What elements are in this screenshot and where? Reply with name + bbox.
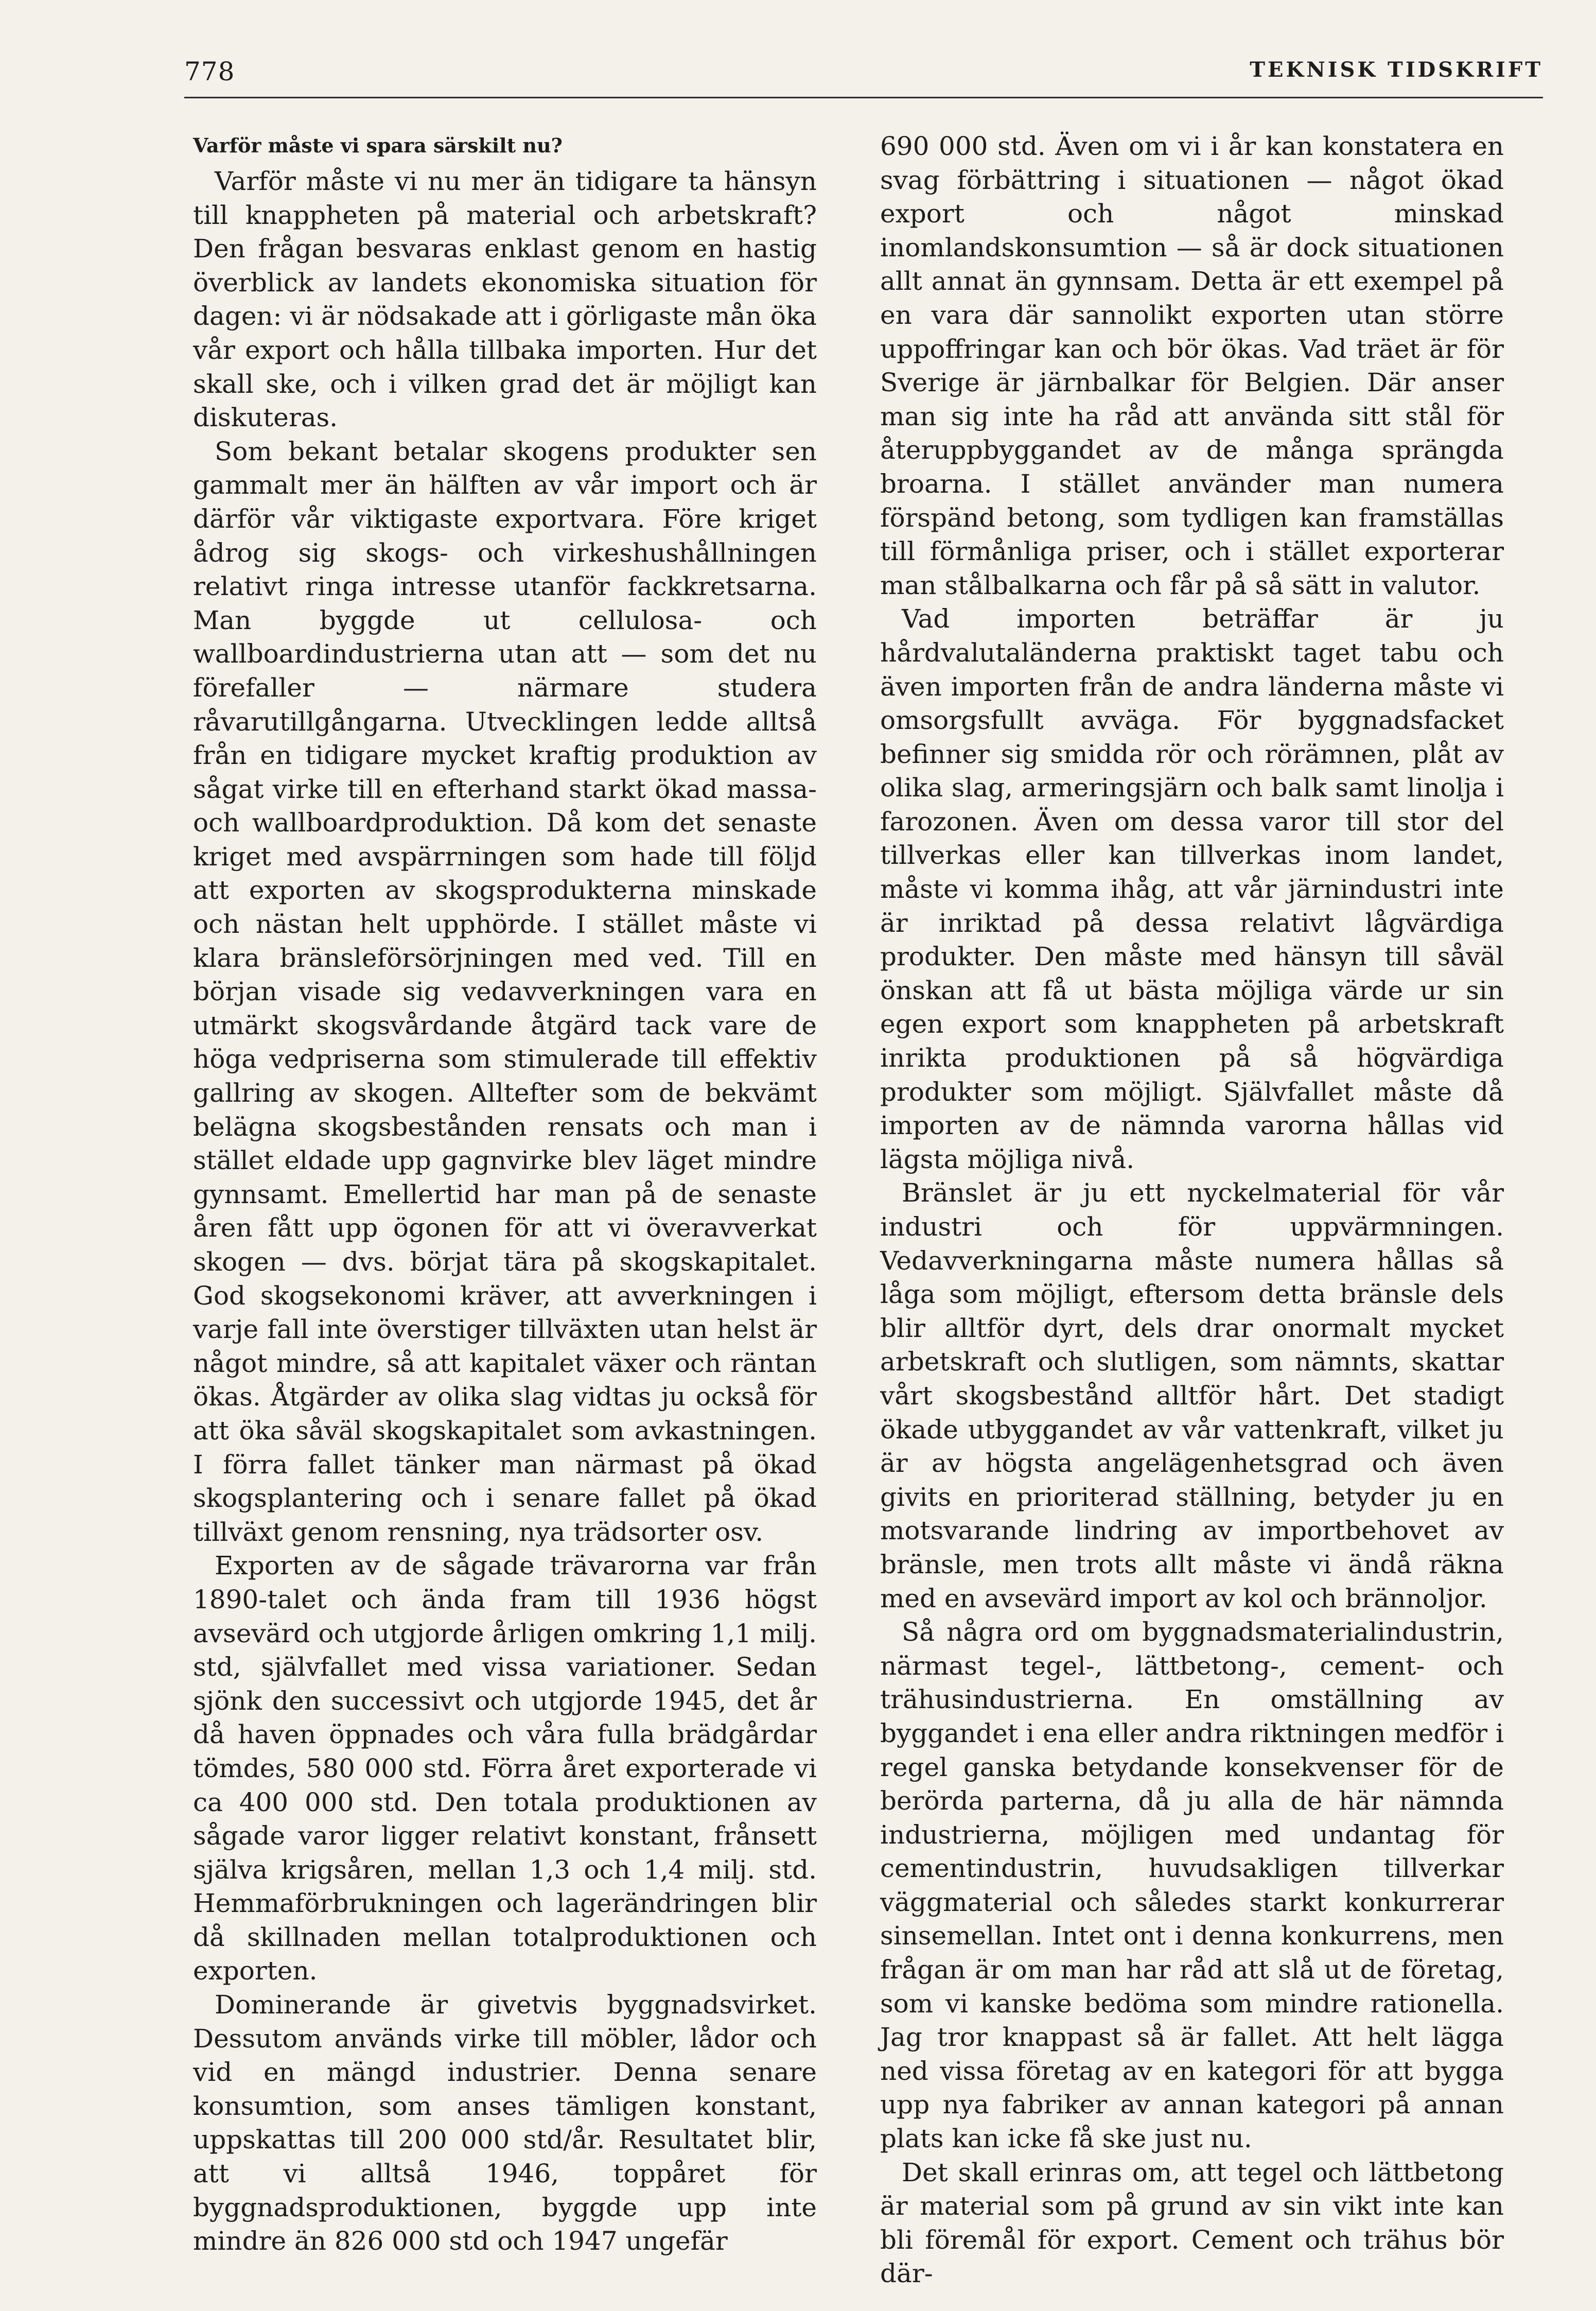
paragraph: Så några ord om byggnadsmaterialindustrin, närmast tegel-, lättbetong-, cement- och trähusindustrierna. En omställning av byggandet i ena eller andra riktningen medför i regel ganska betydande konsekvenser för de berörda parterna, då ju alla de här nämnda industrierna, möjligen med undantag för cementindustrin, huvudsakligen tillverkar väggmaterial och således starkt konkurrerar sinsemellan. Intet ont i denna konkurrens, men frågan är om man har råd att slå ut de företag, som vi kanske bedöma som mindre rationella. Jag tror knappast så är fallet. Att helt lägga ned vissa företag av en kategori för att bygga upp nya fabriker av annan kategori på annan plats kan icke få ske just nu. bbox=[880, 1617, 1504, 2154]
page-header bbox=[184, 49, 1543, 101]
paragraph: Varför måste vi nu mer än tidigare ta hänsyn till knappheten på material och arbetskraft? Den frågan besvaras enklast genom en hastig överblick av landets ekonomiska situation för dagen: vi är nödsakade att i görligaste mån öka vår export och hålla tillbaka importen. Hur det skall ske, och i vilken grad det är möjligt kan diskuteras. bbox=[193, 166, 817, 433]
paragraph: Som bekant betalar skogens produkter sen gammalt mer än hälften av vår import och är därför vår viktigaste exportvara. Före kriget ådrog sig skogs- och virkeshushållningen relativt ringa intresse utanför fackkretsarna. Man byggde ut cellulosa- och wallboardindustrierna utan att — som det nu förefaller — närmare studera råvarutillgångarna. Utvecklingen ledde alltså från en tidigare mycket kraftig produktion av sågat virke till en efterhand starkt ökad massa- och wallboardproduktion. Då kom det senaste kriget med avspärrningen som hade till följd att exporten av skogsprodukterna minskade och nästan helt upphörde. I stället måste vi klara bränsleförsörjningen med ved. Till en början visade sig vedavverkningen vara en utmärkt skogsvårdande åtgärd tack vare de höga vedpriserna som stimulerade till effektiv gallring av skogen. Alltefter som de bekvämt belägna skogsbestånden rensats och man i stället eldade upp gagnvirke blev läget mindre gynnsamt. Emellertid har man på de senaste åren fått upp ögonen för att vi överavverkat skogen — dvs. börjat tära på skogskapitalet. God skogsekonomi kräver, att avverkningen i varje fall inte överstiger tillväxten utan helst är något mindre, så att kapitalet växer och räntan ökas. Åtgärder av olika slag vidtas ju också för att öka såväl skogskapitalet som avkastningen. I förra fallet tänker man närmast på ökad skogsplantering och i senare fallet på ökad tillväxt genom rensning, nya trädsorter osv. bbox=[193, 436, 817, 1547]
paragraph: Dominerande är givetvis byggnadsvirket. Dessutom används virke till möbler, lådor och vid en mängd industrier. Denna senare konsumtion, som anses tämligen konstant, uppskattas till 200 000 std/år. Resultatet blir, att vi alltså 1946, toppåret för byggnadsproduktionen, byggde upp inte mindre än 826 000 std och 1947 ungefär bbox=[193, 1990, 817, 2256]
paragraph: Vad importen beträffar är ju hårdvalutaländerna praktiskt taget tabu och även importen från de andra länderna måste vi omsorgsfullt avväga. För byggnadsfacket befinner sig smidda rör och rörämnen, plåt av olika slag, armeringsjärn och balk samt linolja i farozonen. Även om dessa varor till stor del tillverkas eller kan tillverkas inom landet, måste vi komma ihåg, att vår järnindustri inte är inriktad på dessa relativt lågvärdiga produkter. Den måste med hänsyn till såväl önskan att få ut bästa möjliga värde ur sin egen export som knappheten på arbetskraft inrikta produktionen på så högvärdiga produkter som möjligt. Självfallet måste då importen av de nämnda varorna hållas vid lägsta möjliga nivå. bbox=[880, 604, 1504, 1174]
right-column bbox=[880, 130, 1504, 2289]
header-rule bbox=[184, 97, 1543, 98]
section-heading: Varför måste vi spara särskilt nu? bbox=[193, 134, 563, 157]
paragraph: 690 000 std. Även om vi i år kan konstatera en svag förbättring i situationen — något ökad export och något minskad inomlandskonsumtion — så är dock situationen allt annat än gynnsam. Detta är ett exempel på en vara där sannolikt exporten utan större uppoffringar kan och bör ökas. Vad träet är för Sverige är järnbalkar för Belgien. Där anser man sig inte ha råd att använda sitt stål för återuppbyggandet av de många sprängda broarna. I stället använder man numera förspänd betong, som tydligen kan framställas till förmånliga priser, och i stället exporterar man stålbalkarna och får på så sätt in valutor. bbox=[880, 131, 1504, 600]
paragraph: Det skall erinras om, att tegel och lättbetong är material som på grund av sin vikt inte kan bli föremål för export. Cement och trähus bör där- bbox=[880, 2157, 1504, 2289]
journal-title: TEKNISK TIDSKRIFT bbox=[1250, 58, 1543, 82]
paragraph: Exporten av de sågade trävarorna var från 1890-talet och ända fram till 1936 högst avsevärd och utgjorde årligen omkring 1,1 milj. std, självfallet med vissa variationer. Sedan sjönk den successivt och utgjorde 1945, det år då haven öppnades och våra fulla brädgårdar tömdes, 580 000 std. Förra året exporterade vi ca 400 000 std. Den totala produktionen av sågade varor ligger relativt konstant, frånsett själva krigsåren, mellan 1,3 och 1,4 milj. std. Hemmaförbrukningen och lagerändringen blir då skillnaden mellan totalproduktionen och exporten. bbox=[193, 1551, 817, 1986]
paragraph: Bränslet är ju ett nyckelmaterial för vår industri och för uppvärmningen. Vedavverkningarna måste numera hållas så låga som möjligt, eftersom detta bränsle dels blir alltför dyrt, dels drar onormalt mycket arbetskraft och slutligen, som nämnts, skattar vårt skogsbestånd alltför hårt. Det stadigt ökade utbyggandet av vår vattenkraft, vilket ju är av högsta angelägenhetsgrad och även givits en prioriterad ställning, betyder ju en motsvarande lindring av importbehovet av bränsle, men trots allt måste vi ändå räkna med en avsevärd import av kol och brännoljor. bbox=[880, 1178, 1504, 1613]
page-number: 778 bbox=[184, 57, 235, 86]
left-column bbox=[193, 129, 817, 2256]
